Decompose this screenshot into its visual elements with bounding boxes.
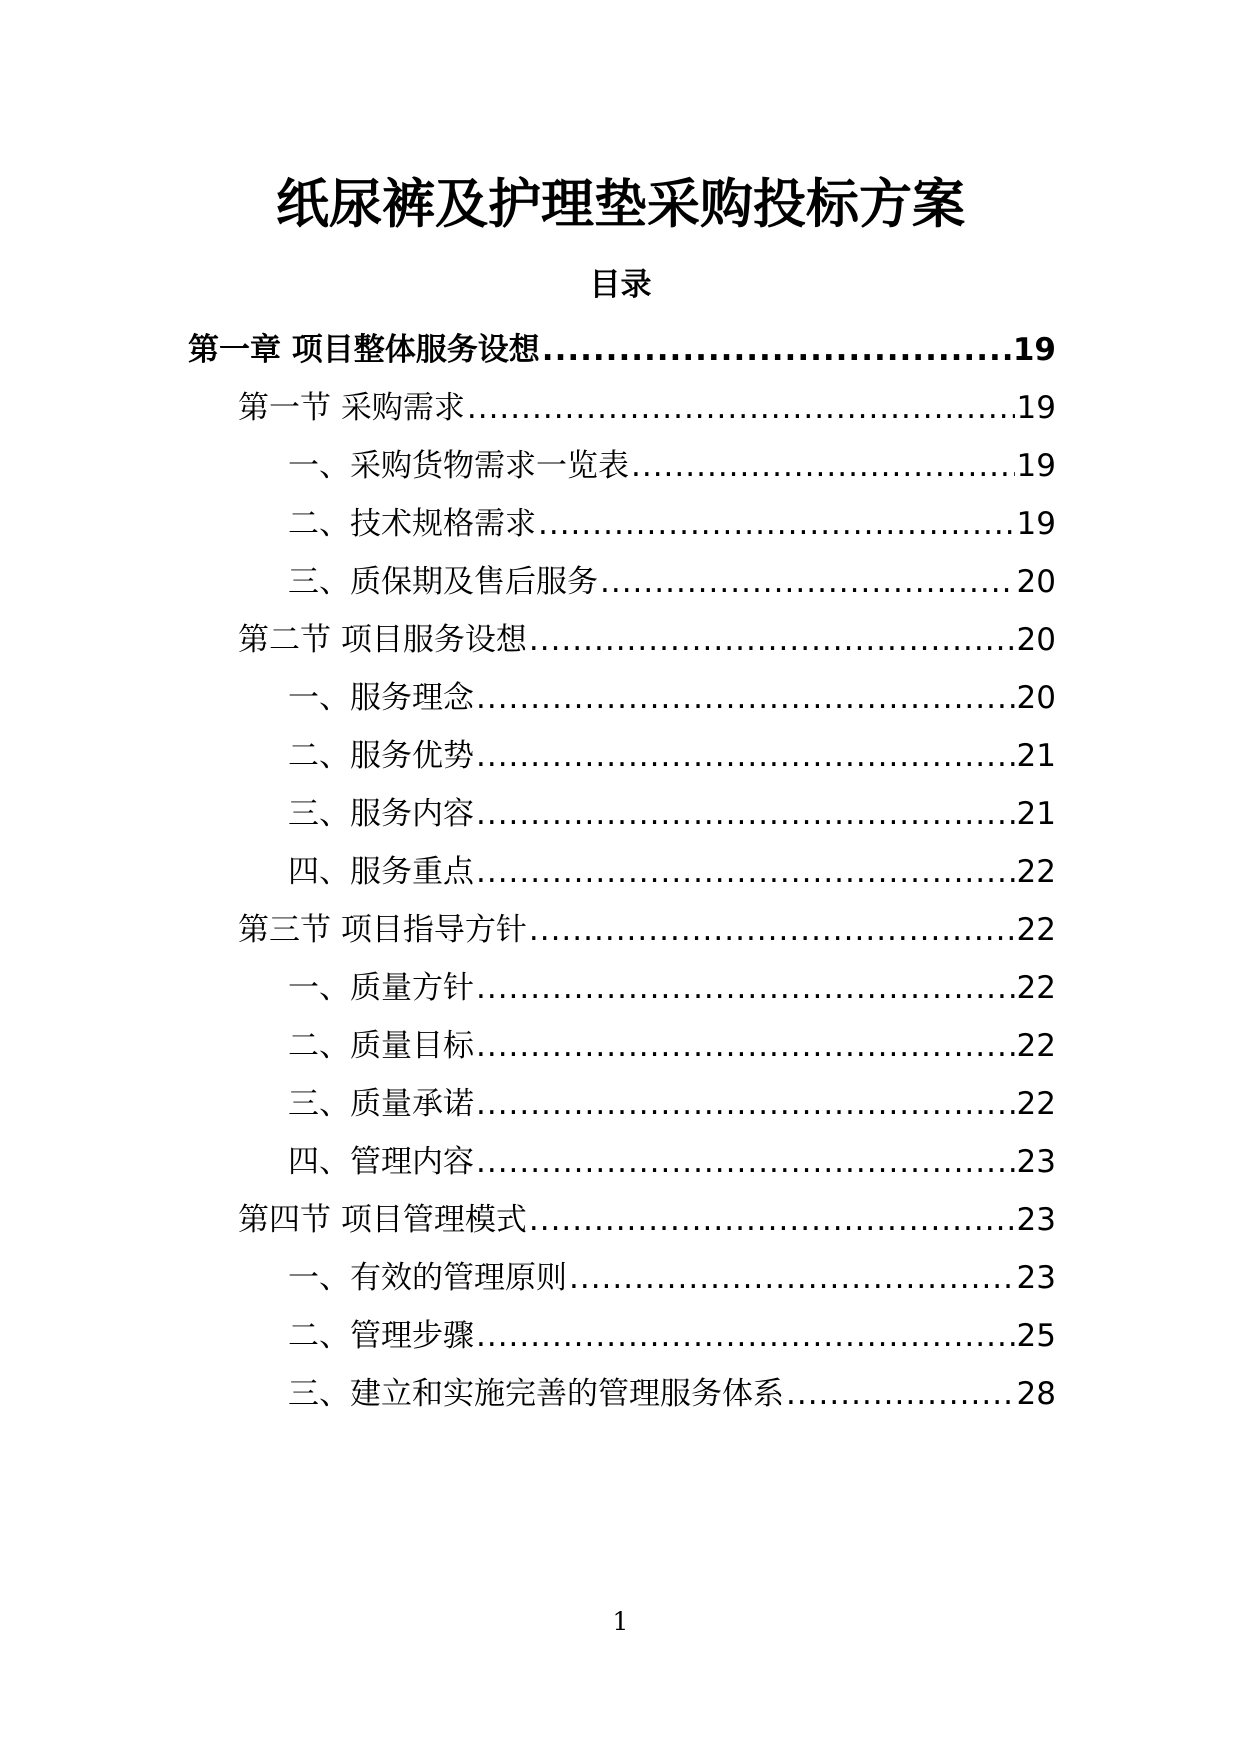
toc-dot-leader <box>476 1311 1015 1361</box>
toc-dot-leader <box>538 499 1015 549</box>
toc-entry-label: 三、建立和实施完善的管理服务体系 <box>288 1376 784 1412</box>
toc-entry-subsection[interactable] <box>288 731 1056 781</box>
toc-entry-page: 23 <box>1016 1144 1056 1180</box>
toc-entry-page: 22 <box>1016 854 1056 890</box>
toc-entry-subsection[interactable] <box>288 499 1056 549</box>
toc-entry-subsection[interactable] <box>288 1137 1056 1187</box>
toc-dot-leader <box>631 441 1015 491</box>
toc-entry-subsection[interactable] <box>288 1079 1056 1129</box>
toc-entry-page: 20 <box>1016 622 1056 658</box>
page-number: 1 <box>612 1607 629 1636</box>
toc-entry-page: 19 <box>1012 332 1056 368</box>
toc-dot-leader <box>476 789 1015 839</box>
toc-entry-label: 第四节 项目管理模式 <box>238 1202 527 1238</box>
toc-entry-subsection[interactable] <box>288 1253 1056 1303</box>
toc-entry-label: 第一章 项目整体服务设想 <box>188 332 540 368</box>
toc-entry-label: 一、质量方针 <box>288 970 474 1006</box>
toc-entry-label: 三、服务内容 <box>288 796 474 832</box>
toc-entry-label: 第三节 项目指导方针 <box>238 912 527 948</box>
toc-entry-page: 20 <box>1016 564 1056 600</box>
toc-entry-subsection[interactable] <box>288 963 1056 1013</box>
toc-entry-page: 23 <box>1016 1260 1056 1296</box>
toc-entry-subsection[interactable] <box>288 441 1056 491</box>
toc-entry-label: 二、服务优势 <box>288 738 474 774</box>
toc-entry-page: 21 <box>1016 796 1056 832</box>
toc-entry-subsection[interactable] <box>288 1021 1056 1071</box>
toc-entry-section-3[interactable] <box>238 905 1056 955</box>
toc-entry-section-1[interactable] <box>238 383 1056 433</box>
toc-entry-page: 22 <box>1016 912 1056 948</box>
toc-entry-section-4[interactable] <box>238 1195 1056 1245</box>
toc-entry-section-2[interactable] <box>238 615 1056 665</box>
toc-entry-page: 23 <box>1016 1202 1056 1238</box>
toc-entry-page: 28 <box>1016 1376 1056 1412</box>
toc-entry-label: 一、服务理念 <box>288 680 474 716</box>
toc-entry-label: 一、采购货物需求一览表 <box>288 448 629 484</box>
toc-entry-label: 四、管理内容 <box>288 1144 474 1180</box>
toc-entry-subsection[interactable] <box>288 847 1056 897</box>
toc-entry-chapter-1[interactable] <box>188 325 1056 375</box>
toc-entry-label: 二、技术规格需求 <box>288 506 536 542</box>
toc-dot-leader <box>786 1369 1015 1419</box>
toc-dot-leader <box>569 1253 1015 1303</box>
toc-entry-page: 22 <box>1016 970 1056 1006</box>
toc-dot-leader <box>600 557 1015 607</box>
toc-dot-leader <box>476 1137 1015 1187</box>
toc-dot-leader <box>476 1079 1015 1129</box>
toc-entry-page: 21 <box>1016 738 1056 774</box>
toc-dot-leader <box>467 383 1015 433</box>
toc-dot-leader <box>476 673 1015 723</box>
toc-dot-leader <box>476 1021 1015 1071</box>
toc-entry-page: 25 <box>1016 1318 1056 1354</box>
toc-entry-subsection[interactable] <box>288 789 1056 839</box>
toc-dot-leader <box>542 325 1011 375</box>
toc-entry-label: 第一节 采购需求 <box>238 390 465 426</box>
toc-entry-label: 三、质量承诺 <box>288 1086 474 1122</box>
toc-entry-label: 二、管理步骤 <box>288 1318 474 1354</box>
toc-entry-label: 二、质量目标 <box>288 1028 474 1064</box>
toc-entry-subsection[interactable] <box>288 1369 1056 1419</box>
toc-entry-page: 19 <box>1016 448 1056 484</box>
toc-entry-page: 22 <box>1016 1086 1056 1122</box>
toc-entry-label: 三、质保期及售后服务 <box>288 564 598 600</box>
toc-entry-subsection[interactable] <box>288 557 1056 607</box>
toc-entry-label: 一、有效的管理原则 <box>288 1260 567 1296</box>
toc-dot-leader <box>476 963 1015 1013</box>
toc-entry-label: 第二节 项目服务设想 <box>238 622 527 658</box>
toc-dot-leader <box>529 1195 1015 1245</box>
toc-dot-leader <box>529 615 1015 665</box>
toc-entry-page: 19 <box>1016 390 1056 426</box>
toc-dot-leader <box>476 847 1015 897</box>
toc-entry-page: 20 <box>1016 680 1056 716</box>
toc-entry-subsection[interactable] <box>288 673 1056 723</box>
toc-heading: 目录 <box>589 267 652 303</box>
toc-dot-leader <box>529 905 1015 955</box>
toc-entry-page: 22 <box>1016 1028 1056 1064</box>
toc-dot-leader <box>476 731 1015 781</box>
toc-entry-label: 四、服务重点 <box>288 854 474 890</box>
document-title: 纸尿裤及护理垫采购投标方案 <box>276 174 965 235</box>
toc-entry-page: 19 <box>1016 506 1056 542</box>
toc-entry-subsection[interactable] <box>288 1311 1056 1361</box>
